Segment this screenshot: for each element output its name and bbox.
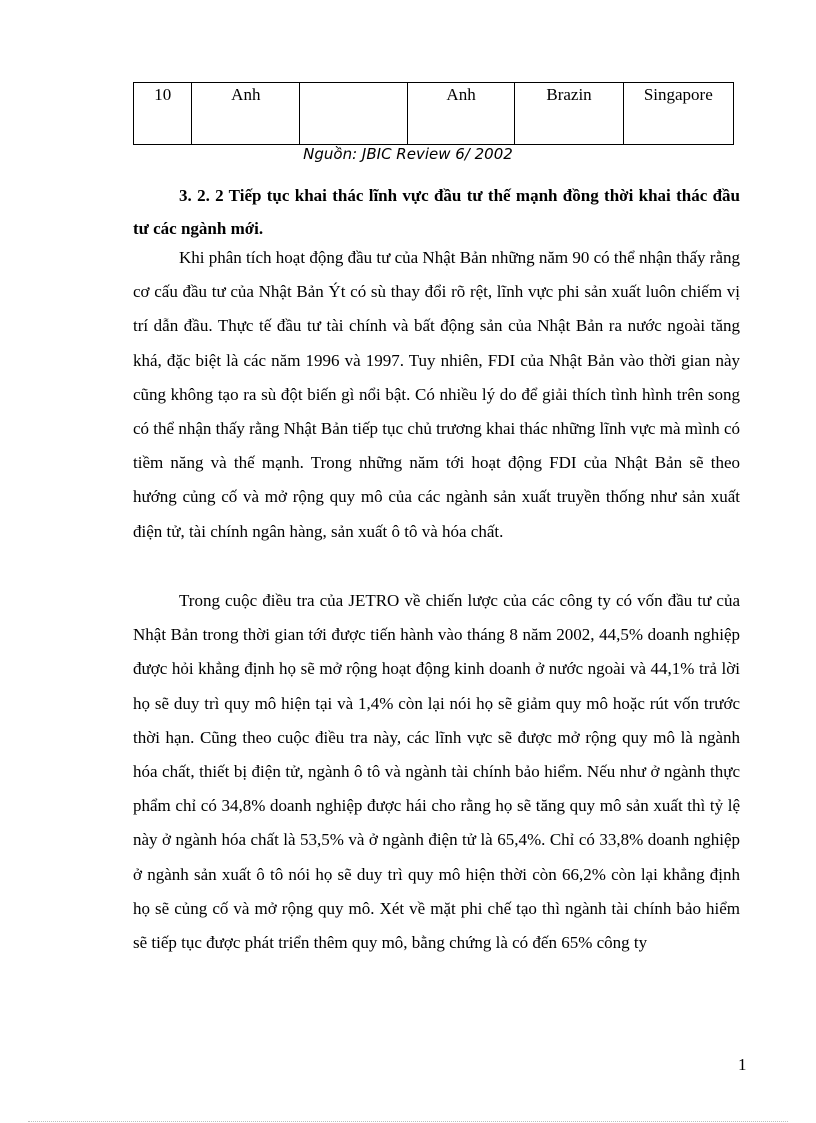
table-cell: Brazin [515, 83, 623, 145]
page-number: 1 [738, 1055, 747, 1074]
body-paragraph: Khi phân tích hoạt động đầu tư của Nhật Bản những năm 90 có thể nhận thấy rằng cơ cấu đầu tư của Nhật Bản Ýt có sù thay đổi rõ rệt, lĩnh vực phi sản xuất luôn chiếm vị trí dẫn đầu. Thực tế đầu tư tài chính và bất động sản của Nhật Bản ra nước ngoài tăng khá, đặc biệt là các năm 1996 và 1997. Tuy nhiên, FDI của Nhật Bản vào thời gian này cũng không tạo ra sù đột biến gì nổi bật. Có nhiều lý do để giải thích tình hình trên song có thể nhận thấy rằng Nhật Bản tiếp tục chủ trương khai thác những lĩnh vực mà mình có tiềm năng và thế mạnh. Trong những năm tới hoạt động FDI của Nhật Bản sẽ theo hướng củng cố và mở rộng quy mô của các ngành sản xuất truyền thống như sản xuất điện tử, tài chính ngân hàng, sản xuất ô tô và hóa chất. [133, 248, 740, 541]
table-source-caption: Nguồn: JBIC Review 6/ 2002 [303, 145, 513, 163]
table-cell-rank: 10 [134, 83, 192, 145]
ranking-table [133, 82, 734, 145]
page-bottom-divider [28, 1121, 788, 1122]
table-cell [300, 83, 407, 145]
table-cell: Singapore [623, 83, 733, 145]
table-cell: Anh [407, 83, 515, 145]
table-cell: Anh [192, 83, 300, 145]
body-paragraph: Trong cuộc điều tra của JETRO về chiến lược của các công ty có vốn đầu tư của Nhật Bản trong thời gian tới được tiến hành vào tháng 8 năm 2002, 44,5% doanh nghiệp được hỏi khẳng định họ sẽ mở rộng hoạt động kinh doanh ở nước ngoài và 44,1% trả lời họ sẽ duy trì quy mô hiện tại và 1,4% còn lại nói họ sẽ giảm quy mô hoặc rút vốn trước thời hạn. Cũng theo cuộc điều tra này, các lĩnh vực sẽ được mở rộng quy mô là ngành hóa chất, thiết bị điện tử, ngành ô tô và ngành tài chính bảo hiểm. Nếu như ở ngành thực phẩm chỉ có 34,8% doanh nghiệp được hái cho rằng họ sẽ tăng quy mô sản xuất thì tỷ lệ này ở ngành hóa chất là 53,5% và ở ngành điện tử là 65,4%. Chỉ có 33,8% doanh nghiệp ở ngành sản xuất ô tô nói họ sẽ duy trì quy mô hiện thời còn 66,2% còn lại khẳng định họ sẽ củng cố và mở rộng quy mô. Xét về mặt phi chế tạo thì ngành tài chính bảo hiểm sẽ tiếp tục được phát triển thêm quy mô, bằng chứng là có đến 65% công ty [133, 591, 740, 953]
section-heading: 3. 2. 2 Tiếp tục khai thác lĩnh vực đầu tư thế mạnh đồng thời khai thác đầu tư các ngành mới. [133, 186, 740, 238]
table-row [134, 83, 734, 145]
